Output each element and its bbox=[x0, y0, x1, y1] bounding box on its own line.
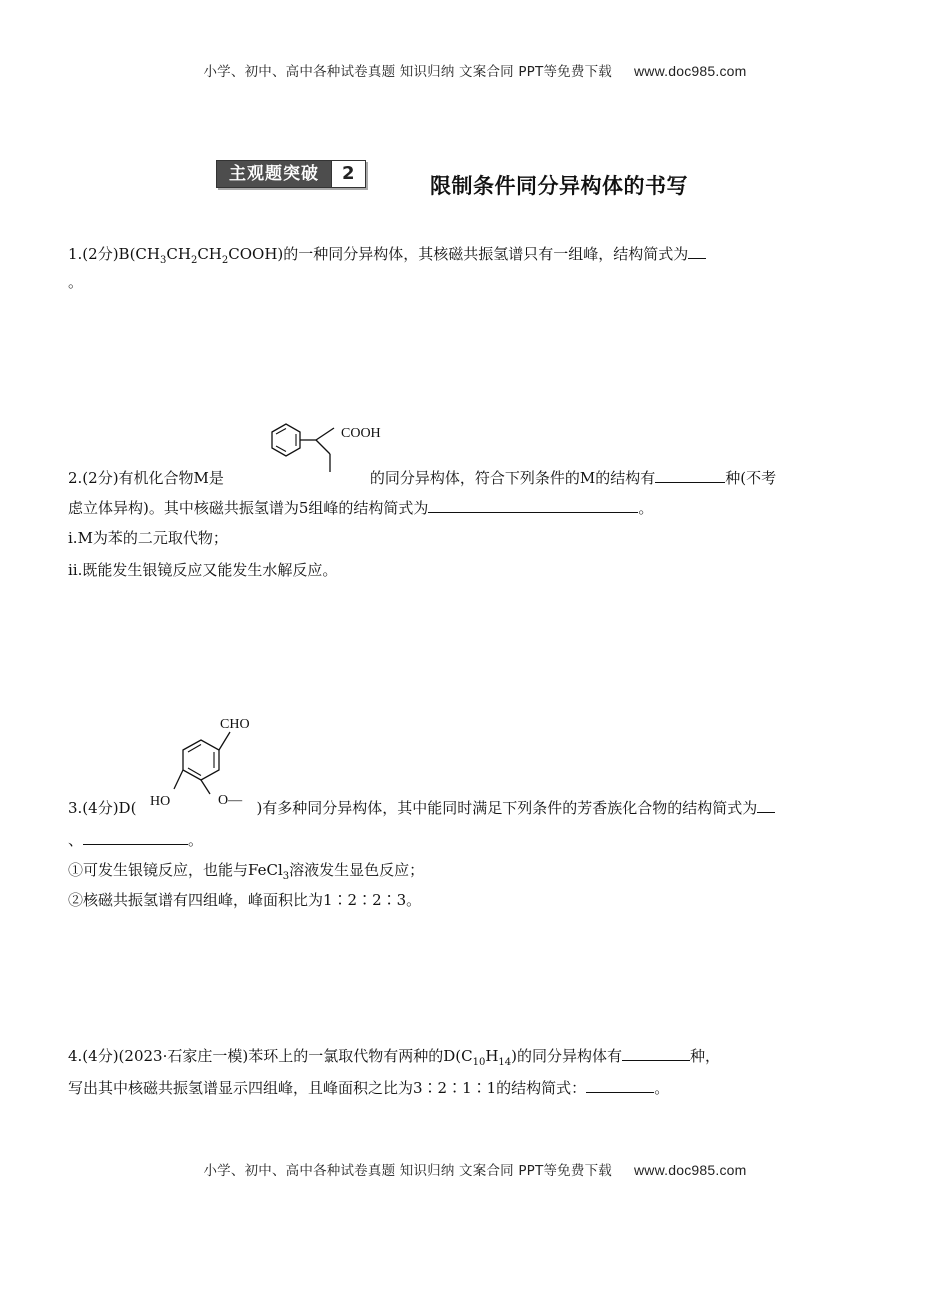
q1-end: 。 bbox=[68, 273, 84, 291]
q3-cond1-sub: 3 bbox=[282, 871, 290, 882]
q1-suffix: COOH)的一种同分异构体，其核磁共振氢谱只有一组峰，结构简式为 bbox=[228, 245, 689, 263]
q4-structure-blank[interactable] bbox=[586, 1076, 654, 1093]
q1-sub3: 2 bbox=[221, 255, 229, 266]
badge-label: 主观题突破 bbox=[217, 161, 331, 187]
header-text: 小学、初中、高中各种试卷真题 知识归纳 文案合同 PPT等免费下载 bbox=[203, 64, 612, 80]
q4-sub2: 14 bbox=[498, 1057, 512, 1068]
q2-line1 bbox=[68, 466, 776, 488]
q1-answer-blank[interactable] bbox=[688, 242, 706, 259]
q2-line2-text: 虑立体异构)。其中核磁共振氢谱为5组峰的结构简式为 bbox=[68, 499, 429, 517]
header-url[interactable]: www.doc985.com bbox=[633, 63, 747, 79]
q4-end: 。 bbox=[654, 1079, 670, 1097]
q2-end: 。 bbox=[638, 499, 654, 517]
q3-suffix: )有多种同分异构体，其中能同时满足下列条件的芳香族化合物的结构简式为 bbox=[256, 799, 758, 817]
q3-prefix: 3.(4分)D( bbox=[68, 799, 137, 817]
q3-o-label: O— bbox=[218, 793, 243, 808]
q2-cond2: ⅱ.既能发生银镜反应又能发生水解反应。 bbox=[68, 561, 338, 579]
q1-line2 bbox=[68, 272, 83, 292]
q2-cooh-label: COOH bbox=[341, 426, 381, 441]
q1-mid1: CH bbox=[166, 245, 191, 263]
q4-line1 bbox=[68, 1044, 720, 1073]
q3-answer-blank-1[interactable] bbox=[757, 796, 775, 813]
q3-ho-label: HO bbox=[150, 794, 171, 809]
q2-cond1: ⅰ.M为苯的二元取代物； bbox=[68, 529, 228, 547]
q3-cond1a: ①可发生银镜反应，也能与FeCl bbox=[68, 861, 283, 879]
q2-structure-blank[interactable] bbox=[428, 496, 638, 513]
q4-line2-text: 写出其中核磁共振氢谱显示四组峰，且峰面积之比为3∶2∶1∶1的结构简式： bbox=[68, 1079, 587, 1097]
q3-end: 。 bbox=[188, 831, 204, 849]
q4-unit: 种， bbox=[690, 1047, 721, 1065]
q3-cond2: ②核磁共振氢谱有四组峰，峰面积比为1∶2∶2∶3。 bbox=[68, 891, 422, 909]
q3-cond1 bbox=[68, 860, 424, 887]
section-badge bbox=[216, 160, 366, 188]
q4-count-blank[interactable] bbox=[622, 1044, 690, 1061]
q1-mid2: CH bbox=[197, 245, 222, 263]
q4-mid1: H bbox=[485, 1047, 499, 1065]
q3-sep: 、 bbox=[68, 831, 84, 849]
badge-number: 2 bbox=[331, 161, 365, 187]
q2-prefix: 2.(2分)有机化合物M是 bbox=[68, 469, 224, 487]
page-header bbox=[0, 60, 950, 80]
q3-line1 bbox=[68, 796, 775, 818]
q2-unit: 种(不考 bbox=[725, 469, 777, 487]
q2-count-blank[interactable] bbox=[655, 466, 725, 483]
q1-line1 bbox=[68, 242, 706, 271]
q4-prefix: 4.(4分)(2023·石家庄一模)苯环上的一氯取代物有两种的D(C bbox=[68, 1047, 473, 1065]
footer-url[interactable]: www.doc985.com bbox=[633, 1162, 747, 1178]
q4-sub1: 10 bbox=[472, 1057, 486, 1068]
q1-prefix: 1.(2分)B(CH bbox=[68, 245, 160, 263]
q1-sub1: 3 bbox=[160, 255, 167, 266]
q4-line2 bbox=[68, 1076, 669, 1098]
q4-mid: )的同分异构体有 bbox=[511, 1047, 622, 1065]
q3-cond1b: 溶液发生显色反应； bbox=[289, 861, 425, 879]
footer-text: 小学、初中、高中各种试卷真题 知识归纳 文案合同 PPT等免费下载 bbox=[203, 1163, 612, 1179]
page-footer bbox=[0, 1159, 950, 1179]
q2-line2 bbox=[68, 496, 653, 518]
q3-answer-blank-2[interactable] bbox=[83, 828, 188, 845]
section-title: 限制条件同分异构体的书写 bbox=[430, 174, 688, 198]
q2-mid: 的同分异构体，符合下列条件的M的结构有 bbox=[369, 469, 656, 487]
q3-cho-label: CHO bbox=[220, 717, 250, 732]
q1-sub2: 2 bbox=[190, 255, 198, 266]
q3-line2 bbox=[68, 828, 203, 850]
